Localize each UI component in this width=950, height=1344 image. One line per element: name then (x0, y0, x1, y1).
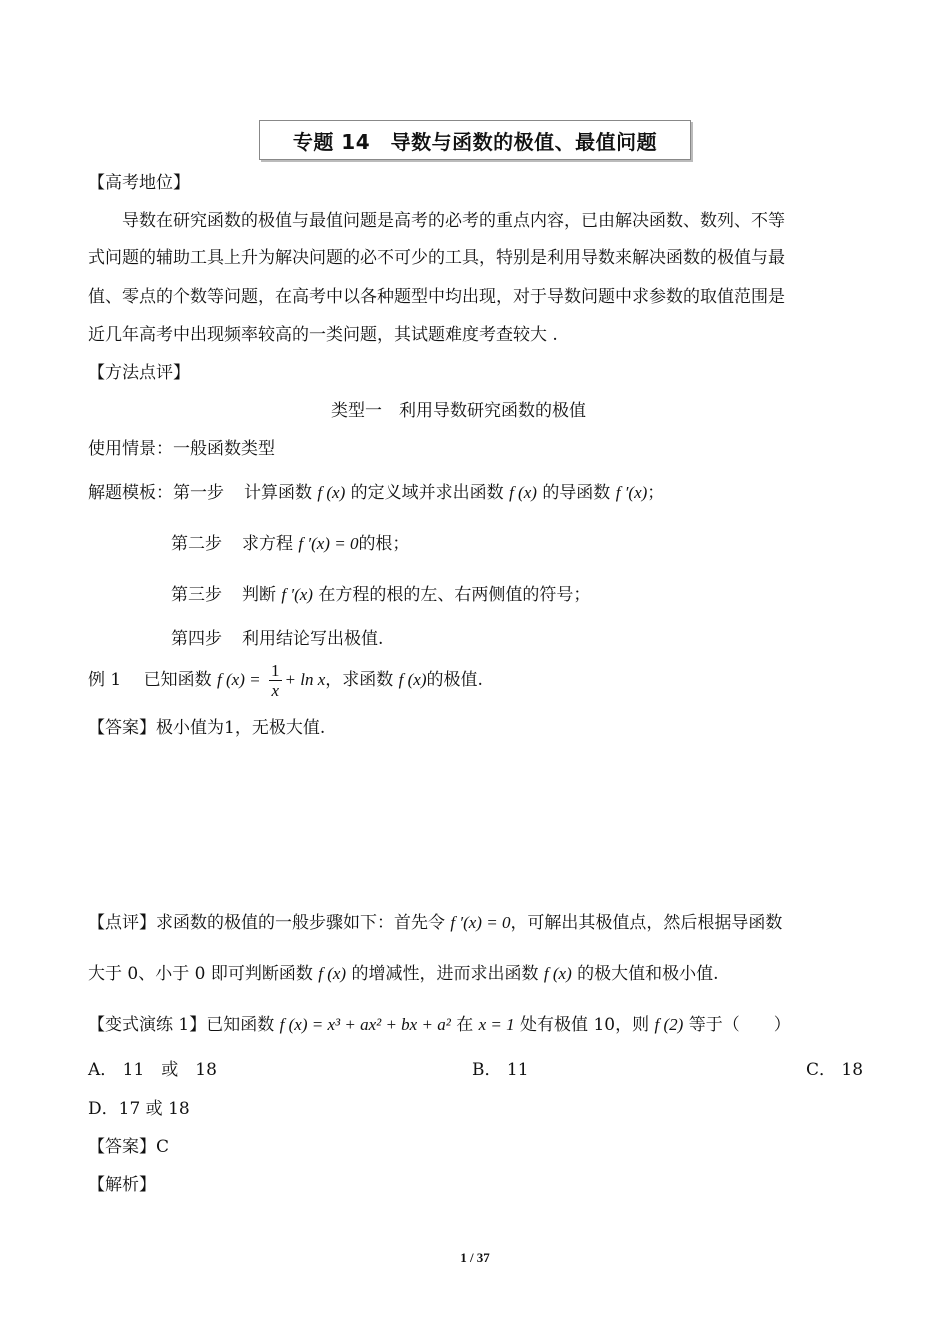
variant-c: 处有极值 10，则 (520, 1015, 650, 1035)
math-fx: f (x) (317, 483, 346, 502)
math-f-paren-x: f (x) (398, 670, 427, 689)
plus-ln-x: + ln x (284, 670, 326, 689)
math-f-prime-eq-0-2: f ′(x) = 0 (450, 913, 511, 932)
page-number: 1 / 37 (460, 1250, 490, 1265)
step1-text-a: 计算函数 (244, 483, 312, 503)
example-1-eq: f (x) = (217, 670, 261, 689)
math-x-eq-1: x = 1 (478, 1015, 515, 1034)
step2-text-a: 求方程 (242, 534, 293, 554)
intro-line-1: 导数在研究函数的极值与最值问题是高考的必考的重点内容，已由解决函数、数列、不等 (122, 211, 785, 231)
section-gaokao-position: 【高考地位】 (88, 173, 190, 193)
title-box (259, 120, 691, 160)
step4-text-a: 利用结论写出极值. (242, 629, 384, 649)
intro-line-4: 近几年高考中出现频率较高的一类问题，其试题难度考查较大 . (88, 325, 558, 345)
option-b: B． 11 (472, 1060, 529, 1080)
page-title: 专题 14 导数与函数的极值、最值问题 (292, 129, 658, 154)
step1-text-b: 的定义域并求出函数 (350, 483, 504, 503)
math-f-prime-x: f ′(x) (615, 483, 648, 502)
option-a: A． 11 或 18 (88, 1060, 217, 1080)
option-d: D．17 或 18 (88, 1099, 190, 1119)
step4-label: 第四步 (171, 629, 222, 649)
math-fx-2: f (x) (509, 483, 537, 502)
answer-1: 【答案】极小值为1，无极大值. (88, 718, 326, 738)
example-1-mid: ，求函数 (325, 670, 394, 690)
fraction-numerator: 1 (271, 661, 280, 680)
math-f-prime-eq-0: f ′(x) = 0 (298, 534, 359, 553)
step2-text-b: 的根； (358, 534, 410, 554)
variant-d: 等于（ ） (688, 1015, 791, 1035)
math-fx-4: f (x) (543, 964, 572, 983)
example-1 (88, 660, 483, 700)
variant-1 (88, 1014, 791, 1036)
usage-scenario: 使用情景：一般函数类型 (88, 439, 275, 459)
step1-text-c: 的导函数 (542, 483, 611, 503)
comment-b: ，可解出其极值点，然后根据导函数 (510, 913, 783, 933)
template-step-3 (171, 584, 590, 606)
type-heading: 类型一 利用导数研究函数的极值 (331, 401, 586, 421)
comment-d: 的增减性，进而求出函数 (351, 964, 539, 984)
step3-text-b: 在方程的根的左、右两侧值的符号； (318, 585, 591, 605)
template-step-2 (171, 533, 409, 555)
step1-end: ； (647, 483, 665, 503)
variant-a: 【变式演练 1】已知函数 (88, 1015, 275, 1035)
step3-text-a: 判断 (242, 585, 276, 605)
section-method-review: 【方法点评】 (88, 363, 190, 383)
comment-c: 大于 0、小于 0 即可判断函数 (88, 964, 313, 984)
example-1-end: 的极值. (426, 670, 483, 690)
intro-line-3: 值、零点的个数等问题，在高考中以各种题型中均出现，对于导数问题中求参数的取值范围是 (88, 287, 785, 307)
math-fx-3: f (x) (318, 964, 347, 983)
comment-a: 【点评】求函数的极值的一般步骤如下：首先令 (88, 913, 445, 933)
comment-e: 的极大值和极小值. (577, 964, 719, 984)
template-step-1 (88, 482, 664, 504)
comment-line-2 (88, 963, 719, 985)
answer-2: 【答案】C (88, 1137, 170, 1157)
fraction-denominator: x (271, 681, 280, 700)
template-label: 解题模板：第一步 (88, 483, 224, 503)
variant-b: 在 (456, 1015, 474, 1035)
template-step-4 (171, 628, 383, 650)
option-c: C． 18 (806, 1060, 864, 1080)
math-f-prime-x-2: f ′(x) (281, 585, 313, 604)
math-poly: f (x) = x³ + ax² + bx + a² (279, 1015, 451, 1034)
fraction-one-over-x (269, 661, 282, 700)
math-f2: f (2) (654, 1015, 684, 1034)
step3-label: 第三步 (171, 585, 222, 605)
comment-line-1 (88, 912, 782, 934)
step2-label: 第二步 (171, 534, 222, 554)
example-1-prefix: 例 1 已知函数 (88, 670, 212, 690)
analysis-label: 【解析】 (88, 1175, 156, 1195)
intro-line-2: 式问题的辅助工具上升为解决问题的必不可少的工具，特别是利用导数来解决函数的极值与最 (88, 248, 785, 268)
